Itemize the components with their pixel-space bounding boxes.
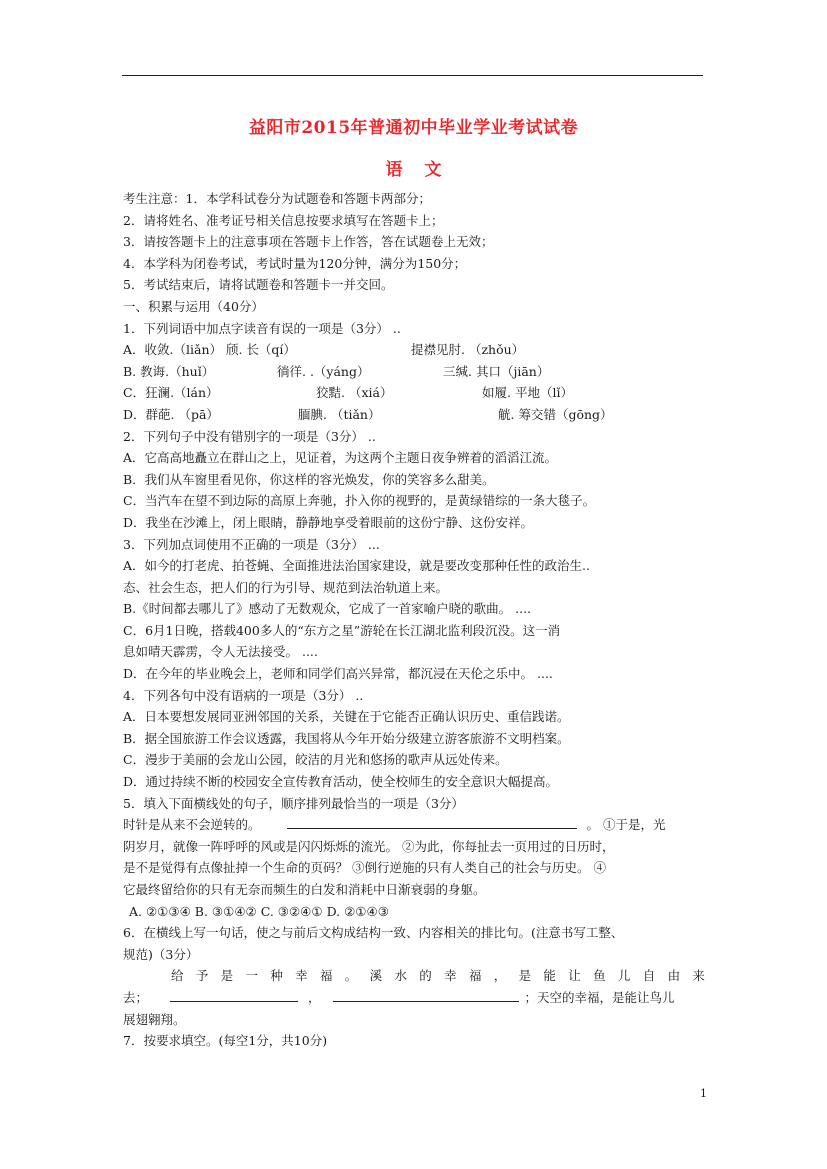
option-part: 徜徉. .（yáng）	[277, 363, 370, 379]
question-5-line: 它最终留给你的只有无奈而频生的白发和消耗中日渐衰弱的身躯。	[123, 882, 486, 897]
question-5-line: 是不是觉得有点像扯掉一个生命的页码？ ③倒行逆施的只有人类自己的社会与历史。 ④	[123, 860, 606, 876]
question-1-option-c	[123, 382, 705, 404]
option-part: C．狂澜.（lán）	[123, 385, 219, 401]
notice-line: 2．请将姓名、准考证号相关信息按要求填写在答题卡上；	[123, 212, 444, 228]
question-1-option-a	[123, 339, 705, 361]
char: 能	[543, 968, 556, 984]
char: 给	[171, 968, 184, 984]
header-rule	[122, 75, 703, 76]
question-2-option: C．当汽车在望不到边际的高原上奔驰，扑入你的视野的，是黄绿错综的一条大毯子。	[123, 493, 596, 509]
char: 让	[568, 968, 581, 984]
option-part: 腼腆. （tiǎn）	[298, 406, 381, 422]
option-part: 三缄. 其口（jiān）	[443, 363, 550, 379]
text-segment: 。 ①于是，光	[586, 817, 666, 833]
char: 由	[667, 968, 681, 984]
question-3-stem: 3．下列加点词使用不正确的一项是（3分） ...	[123, 536, 380, 552]
question-1-option-b	[123, 361, 705, 383]
text-segment: ；天空的幸福，是能让鸟儿	[524, 989, 675, 1005]
char: 幸	[295, 968, 308, 984]
char: 。	[344, 968, 358, 984]
page-number: 1	[700, 1087, 707, 1100]
char: 予	[195, 968, 209, 984]
question-6-stem: 规范)（3分）	[123, 946, 199, 962]
char: 福	[468, 968, 482, 984]
exam-content	[123, 188, 705, 1052]
notice-line: 考生注意：1．本学科试卷分为试题卷和答题卡两部分；	[123, 191, 431, 206]
char: 鱼	[593, 968, 606, 984]
question-3-option: B.《时间都去哪儿了》感动了无数观众，它成了一首家喻户晓的歌曲。 ....	[123, 601, 532, 617]
question-2-option: B．我们从车窗里看见你，你这样的容光焕发，你的笑容多么甜美。	[123, 471, 495, 487]
char: 的	[419, 968, 432, 984]
option-part: 觥. 筹交错（gōng）	[498, 406, 613, 422]
char: 水	[394, 968, 407, 984]
char: 种	[270, 968, 283, 984]
char: 溪	[369, 968, 383, 984]
question-3-option: A．如今的打老虎、拍苍蝇、全面推进法治国家建设，就是要改变那种任性的政治生..	[123, 558, 590, 574]
answer-blank[interactable]	[287, 814, 577, 829]
question-4-option: C．漫步于美丽的会龙山公园，皎洁的月光和悠扬的歌声从远处传来。	[123, 752, 508, 768]
question-4-option: B．据全国旅游工作会议透露，我国将从今年开始分级建立游客旅游不文明档案。	[123, 730, 570, 746]
question-4-stem: 4．下列各句中没有语病的一项是（3分） ..	[123, 687, 364, 703]
section-heading: 一、积累与运用（40分）	[123, 298, 264, 314]
question-7-stem: 7．按要求填空。(每空1分，共10分)	[123, 1033, 328, 1049]
text-segment: 去；	[123, 989, 149, 1005]
option-part: 如履. 平地（lǐ）	[482, 385, 573, 401]
question-2-stem: 2．下列句子中没有错别字的一项是（3分） ..	[123, 428, 376, 444]
char: ，	[493, 968, 507, 984]
question-2-option: D．我坐在沙滩上，闭上眼睛，静静地享受着眼前的这份宁静、这份安祥。	[123, 514, 534, 530]
notice-line: 3．请按答题卡上的注意事项在答题卡上作答，答在试题卷上无效；	[123, 234, 494, 250]
question-5-line: 阴岁月，就像一阵呼呼的风或是闪闪烁烁的流光。 ②为此，你每扯去一页用过的日历时，	[123, 838, 615, 854]
question-2-option: A．它高高地矗立在群山之上，见证着，为这两个主题日夜争辨着的滔滔江流。	[123, 450, 558, 466]
option-part: A．收敛.（liǎn） 颀. 长（qí）	[123, 342, 296, 358]
char: 幸	[444, 968, 457, 984]
question-6-stem: 6．在横线上写一句话，使之与前后文构成结构一致、内容相关的排比句。(注意书写工整、	[123, 925, 624, 941]
exam-subject: 语 文	[385, 160, 450, 180]
char: 是	[220, 968, 234, 984]
question-1-option-d	[123, 404, 705, 426]
char: 一	[245, 968, 258, 984]
option-part: B. 教诲.（huǐ）	[123, 363, 215, 379]
question-5-options: A. ②①③④ B. ③①④② C. ③②④① D. ②①④③	[129, 903, 389, 919]
char: 儿	[617, 968, 631, 984]
question-6-paragraph	[123, 965, 705, 987]
text-segment: ，	[308, 989, 321, 1005]
question-6-last: 展翅翱翔。	[123, 1011, 186, 1027]
question-6-fill-line	[123, 987, 705, 1009]
char: 是	[518, 968, 532, 984]
notice-line: 4．本学科为闭卷考试，考试时量为120分钟，满分为150分；	[123, 255, 467, 271]
question-5-stem: 5．填入下面横线处的句子，顺序排列最恰当的一项是（3分）	[123, 795, 464, 811]
question-3-option: 态、社会生态，把人们的行为引导、规范到法治轨道上来。	[123, 579, 449, 595]
answer-blank[interactable]	[333, 987, 519, 1002]
question-4-option: A．日本要想发展同亚洲邻国的关系，关键在于它能否正确认识历史、重信践诺。	[123, 709, 570, 725]
char: 自	[642, 968, 656, 984]
option-part: D．群葩. （pā）	[123, 406, 219, 422]
notice-line: 5．考试结束后，请将试题卷和答题卡一并交回。	[123, 277, 394, 293]
option-part: 提襟见肘. （zhǒu）	[411, 342, 525, 358]
char: 来	[692, 968, 705, 984]
question-1-stem: 1．下列词语中加点字读音有误的一项是（3分） ..	[123, 320, 401, 336]
question-3-option: 息如晴天霹雳，令人无法接受。 ....	[123, 644, 318, 660]
text-segment: 时针是从来不会逆转的。	[123, 817, 261, 833]
question-4-option: D．通过持续不断的校园安全宣传教育活动，使全校师生的安全意识大幅提高。	[123, 774, 559, 790]
char: 福	[319, 968, 333, 984]
question-5-line	[123, 814, 705, 836]
option-part: 狡黠. （xiá）	[316, 385, 393, 401]
answer-blank[interactable]	[170, 987, 298, 1002]
exam-title: 益阳市2015年普通初中毕业学业考试试卷	[248, 118, 579, 138]
question-3-option: D．在今年的毕业晚会上，老师和同学们高兴异常，都沉浸在天伦之乐中。 ....	[123, 666, 553, 682]
question-3-option: C．6月1日晚，搭载400多人的“东方之星”游轮在长江湖北监利段沉没。这一消	[123, 622, 561, 638]
